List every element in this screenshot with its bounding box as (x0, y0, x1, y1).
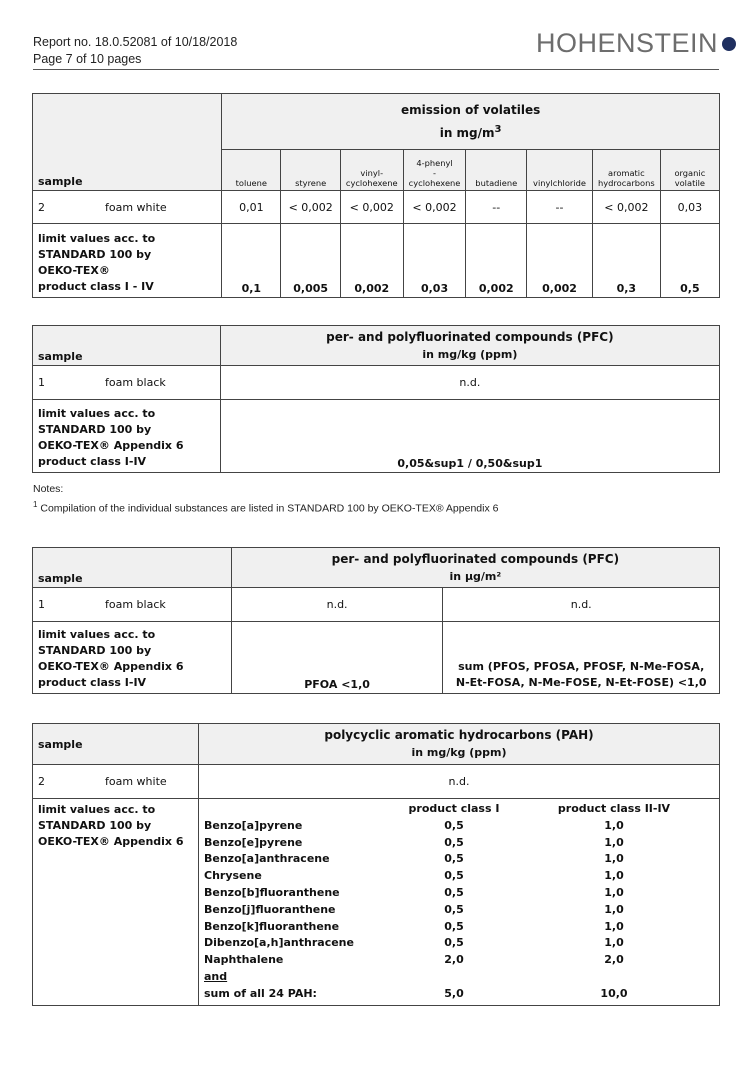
column-header (527, 150, 593, 191)
table-row (33, 765, 720, 799)
limit-label-line: STANDARD 100 by (38, 644, 152, 657)
limit-value: 0,005 (281, 224, 340, 298)
limit-label (33, 400, 221, 473)
substance-name: Benzo[j]fluoranthene (204, 902, 336, 916)
limit-label-line: product class I-IV (38, 455, 147, 468)
sample-name: foam black (105, 598, 166, 611)
pah-unit: in mg/kg (ppm) (411, 746, 507, 759)
column-header-line: organic (674, 168, 706, 178)
pah-title: polycyclic aromatic hydrocarbons (PAH) (324, 728, 594, 742)
limit-label (33, 799, 199, 1006)
column-header (403, 150, 466, 191)
pfc-title: per- and polyfluorinated compounds (PFC) (326, 329, 614, 344)
logo-dot-icon (722, 37, 736, 51)
sample-name: foam black (105, 376, 166, 389)
limit-row (33, 799, 720, 1006)
sum-limit-class1: 5,0 (444, 986, 464, 1000)
report-number: Report no. 18.0.52081 of 10/18/2018 (33, 35, 238, 49)
substance-limit-class1: 0,5 (444, 885, 464, 899)
pfc-ugm2-table (32, 547, 720, 694)
substance-limit-class1: 0,5 (444, 902, 464, 916)
column-header-line: hydrocarbons (597, 178, 655, 188)
volatiles-table (32, 93, 720, 298)
pfc-title: per- and polyfluorinated compounds (PFC) (331, 551, 620, 566)
sample-number: 2 (38, 775, 45, 788)
limit-value: 0,002 (527, 224, 593, 298)
volatiles-unit: in $mg/m^3$ (439, 124, 502, 140)
result-cell: n.d. (220, 366, 719, 400)
sample-cell (33, 366, 221, 400)
substance-name: Benzo[a]anthracene (204, 852, 330, 866)
notes-text: $^1$ Compilation of the individual substances are listed in STANDARD 100 by OEKO-TEX® Appendix 6 (33, 500, 499, 515)
sample-header: sample (33, 326, 221, 366)
limit-label-line: STANDARD 100 by (38, 819, 152, 832)
column-header (466, 150, 527, 191)
limit-label-line: limit values acc. to (38, 803, 156, 816)
volatiles-title-cell (222, 94, 720, 150)
pfc-title-cell (220, 326, 719, 366)
column-header-line: toluene (235, 178, 268, 188)
result-cell: < 0,002 (592, 191, 660, 224)
pah-table (32, 723, 720, 1006)
substance-name: Dibenzo[a,h]anthracene (204, 936, 354, 950)
column-header (660, 150, 719, 191)
substance-name: Naphthalene (204, 953, 284, 967)
limit-label-line: product class I-IV (38, 676, 147, 689)
substance-limit-class2: 1,0 (604, 919, 624, 933)
limit-label (33, 622, 232, 694)
limit-label-line: STANDARD 100 by (38, 423, 152, 436)
result-cell: 0,03 (660, 191, 719, 224)
result-cell: -- (527, 191, 593, 224)
limit-label-line: OEKO-TEX® Appendix 6 (38, 439, 184, 452)
limit-label-line: OEKO-TEX® Appendix 6 (38, 660, 184, 673)
limit-value: 0,03 (403, 224, 466, 298)
column-header-line: vinyl- (360, 168, 384, 178)
limit-label-line: product class I - IV (38, 280, 154, 293)
table-row (33, 366, 720, 400)
column-header (592, 150, 660, 191)
sample-cell (33, 765, 199, 799)
limit-value: 0,05&sup1 / 0,50&sup1 (220, 400, 719, 473)
column-header-line: - (433, 168, 437, 178)
substance-limit-class2: 1,0 (604, 818, 624, 832)
result-cell: 0,01 (222, 191, 281, 224)
pah-limits-cell (199, 799, 720, 1006)
spacer (514, 969, 714, 986)
substance-limit-class1: 0,5 (444, 835, 464, 849)
substance-limit-class1: 0,5 (444, 919, 464, 933)
class-header: product class I (408, 802, 500, 815)
sample-header: sample (33, 724, 199, 765)
result-cell: < 0,002 (340, 191, 403, 224)
notes-title: Notes: (33, 483, 64, 495)
substance-limit-class2: 1,0 (604, 869, 624, 883)
result-cell: < 0,002 (281, 191, 340, 224)
class-header: product class II-IV (557, 802, 671, 815)
header-divider (33, 69, 719, 70)
substance-name: Benzo[b]fluoranthene (204, 885, 340, 899)
substance-limit-class1: 0,5 (444, 936, 464, 950)
sample-header: sample (33, 94, 222, 191)
column-header-line: vinylchloride (533, 178, 587, 188)
substance-limit-class2: 1,0 (604, 852, 624, 866)
substance-name: Benzo[k]fluoranthene (204, 919, 340, 933)
sample-header: sample (33, 548, 232, 588)
limit-value: 0,3 (592, 224, 660, 298)
limit-label-line: STANDARD 100 by (38, 248, 152, 261)
notes (33, 481, 498, 517)
sample-name: foam white (105, 200, 167, 214)
limit-label-line: limit values acc. to (38, 232, 156, 245)
result-cell: n.d. (443, 588, 720, 622)
limit-label-line: limit values acc. to (38, 628, 156, 641)
sample-cell (33, 588, 232, 622)
column-header-line: styrene (295, 178, 327, 188)
substance-name: Benzo[e]pyrene (204, 835, 303, 849)
column-header-line: 4-phenyl (416, 158, 453, 168)
sample-cell (33, 191, 222, 224)
column-header-line: butadiene (475, 178, 518, 188)
result-cell: n.d. (199, 765, 720, 799)
pah-title-cell (199, 724, 720, 765)
volatiles-title: emission of volatiles (400, 103, 541, 117)
substance-limit-class2: 1,0 (604, 936, 624, 950)
pfc-title-cell (231, 548, 719, 588)
pah-limits-grid (204, 801, 714, 1003)
limit-label-line: OEKO-TEX® (38, 264, 110, 277)
limit-row (33, 622, 720, 694)
result-cell: < 0,002 (403, 191, 466, 224)
pfc-mgkg-table (32, 325, 720, 473)
substance-limit-class1: 0,5 (444, 869, 464, 883)
column-header-line: aromatic (608, 168, 645, 178)
result-cell: n.d. (231, 588, 443, 622)
column-header (222, 150, 281, 191)
substance-name: Benzo[a]pyrene (204, 818, 303, 832)
report-header (33, 34, 237, 68)
substance-limit-class1: 2,0 (444, 953, 464, 967)
spacer (394, 969, 514, 986)
limit-label-line: OEKO-TEX® Appendix 6 (38, 835, 184, 848)
limit-row (33, 400, 720, 473)
substance-limit-class1: 0,5 (444, 818, 464, 832)
column-header-line: cyclohexene (408, 178, 461, 188)
sum-limit-class2: 10,0 (600, 986, 628, 1000)
substance-limit-class2: 1,0 (604, 885, 624, 899)
sample-name: foam white (105, 775, 167, 788)
sample-number: 1 (38, 376, 45, 389)
substance-limit-class2: 2,0 (604, 953, 624, 967)
sum-label: sum of all 24 PAH: (204, 986, 317, 1000)
limit-label-line: limit values acc. to (38, 407, 156, 420)
page-number: Page 7 of 10 pages (33, 52, 142, 66)
pfc-unit: in mg/kg (ppm) (422, 347, 518, 361)
result-cell: -- (466, 191, 527, 224)
limit-value: 0,5 (660, 224, 719, 298)
sample-number: 1 (38, 598, 45, 611)
logo-text: HOHENSTEIN (535, 28, 718, 58)
substance-limit-class2: 1,0 (604, 902, 624, 916)
limit-value: 0,002 (466, 224, 527, 298)
column-header (281, 150, 340, 191)
substance-limit-class1: 0,5 (444, 852, 464, 866)
hohenstein-logo (536, 28, 736, 59)
and-label: and (204, 969, 228, 983)
table-row (33, 588, 720, 622)
column-header (340, 150, 403, 191)
limit-row (33, 224, 720, 298)
pfc-unit: in µg/m² (449, 569, 502, 583)
substance-name: Chrysene (204, 869, 262, 883)
limit-label (33, 224, 222, 298)
table-row (33, 191, 720, 224)
limit-value: PFOA <1,0 (231, 622, 443, 694)
limit-value: sum (PFOS, PFOSA, PFOSF, N-Me-FOSA, N-Et-FOSA, N-Me-FOSE, N-Et-FOSE) <1,0 (443, 622, 720, 694)
column-header-line: cyclohexene (345, 178, 398, 188)
sample-number: 2 (38, 200, 45, 214)
substance-limit-class2: 1,0 (604, 835, 624, 849)
column-header-line: volatile (674, 178, 706, 188)
limit-value: 0,1 (222, 224, 281, 298)
limit-value: 0,002 (340, 224, 403, 298)
